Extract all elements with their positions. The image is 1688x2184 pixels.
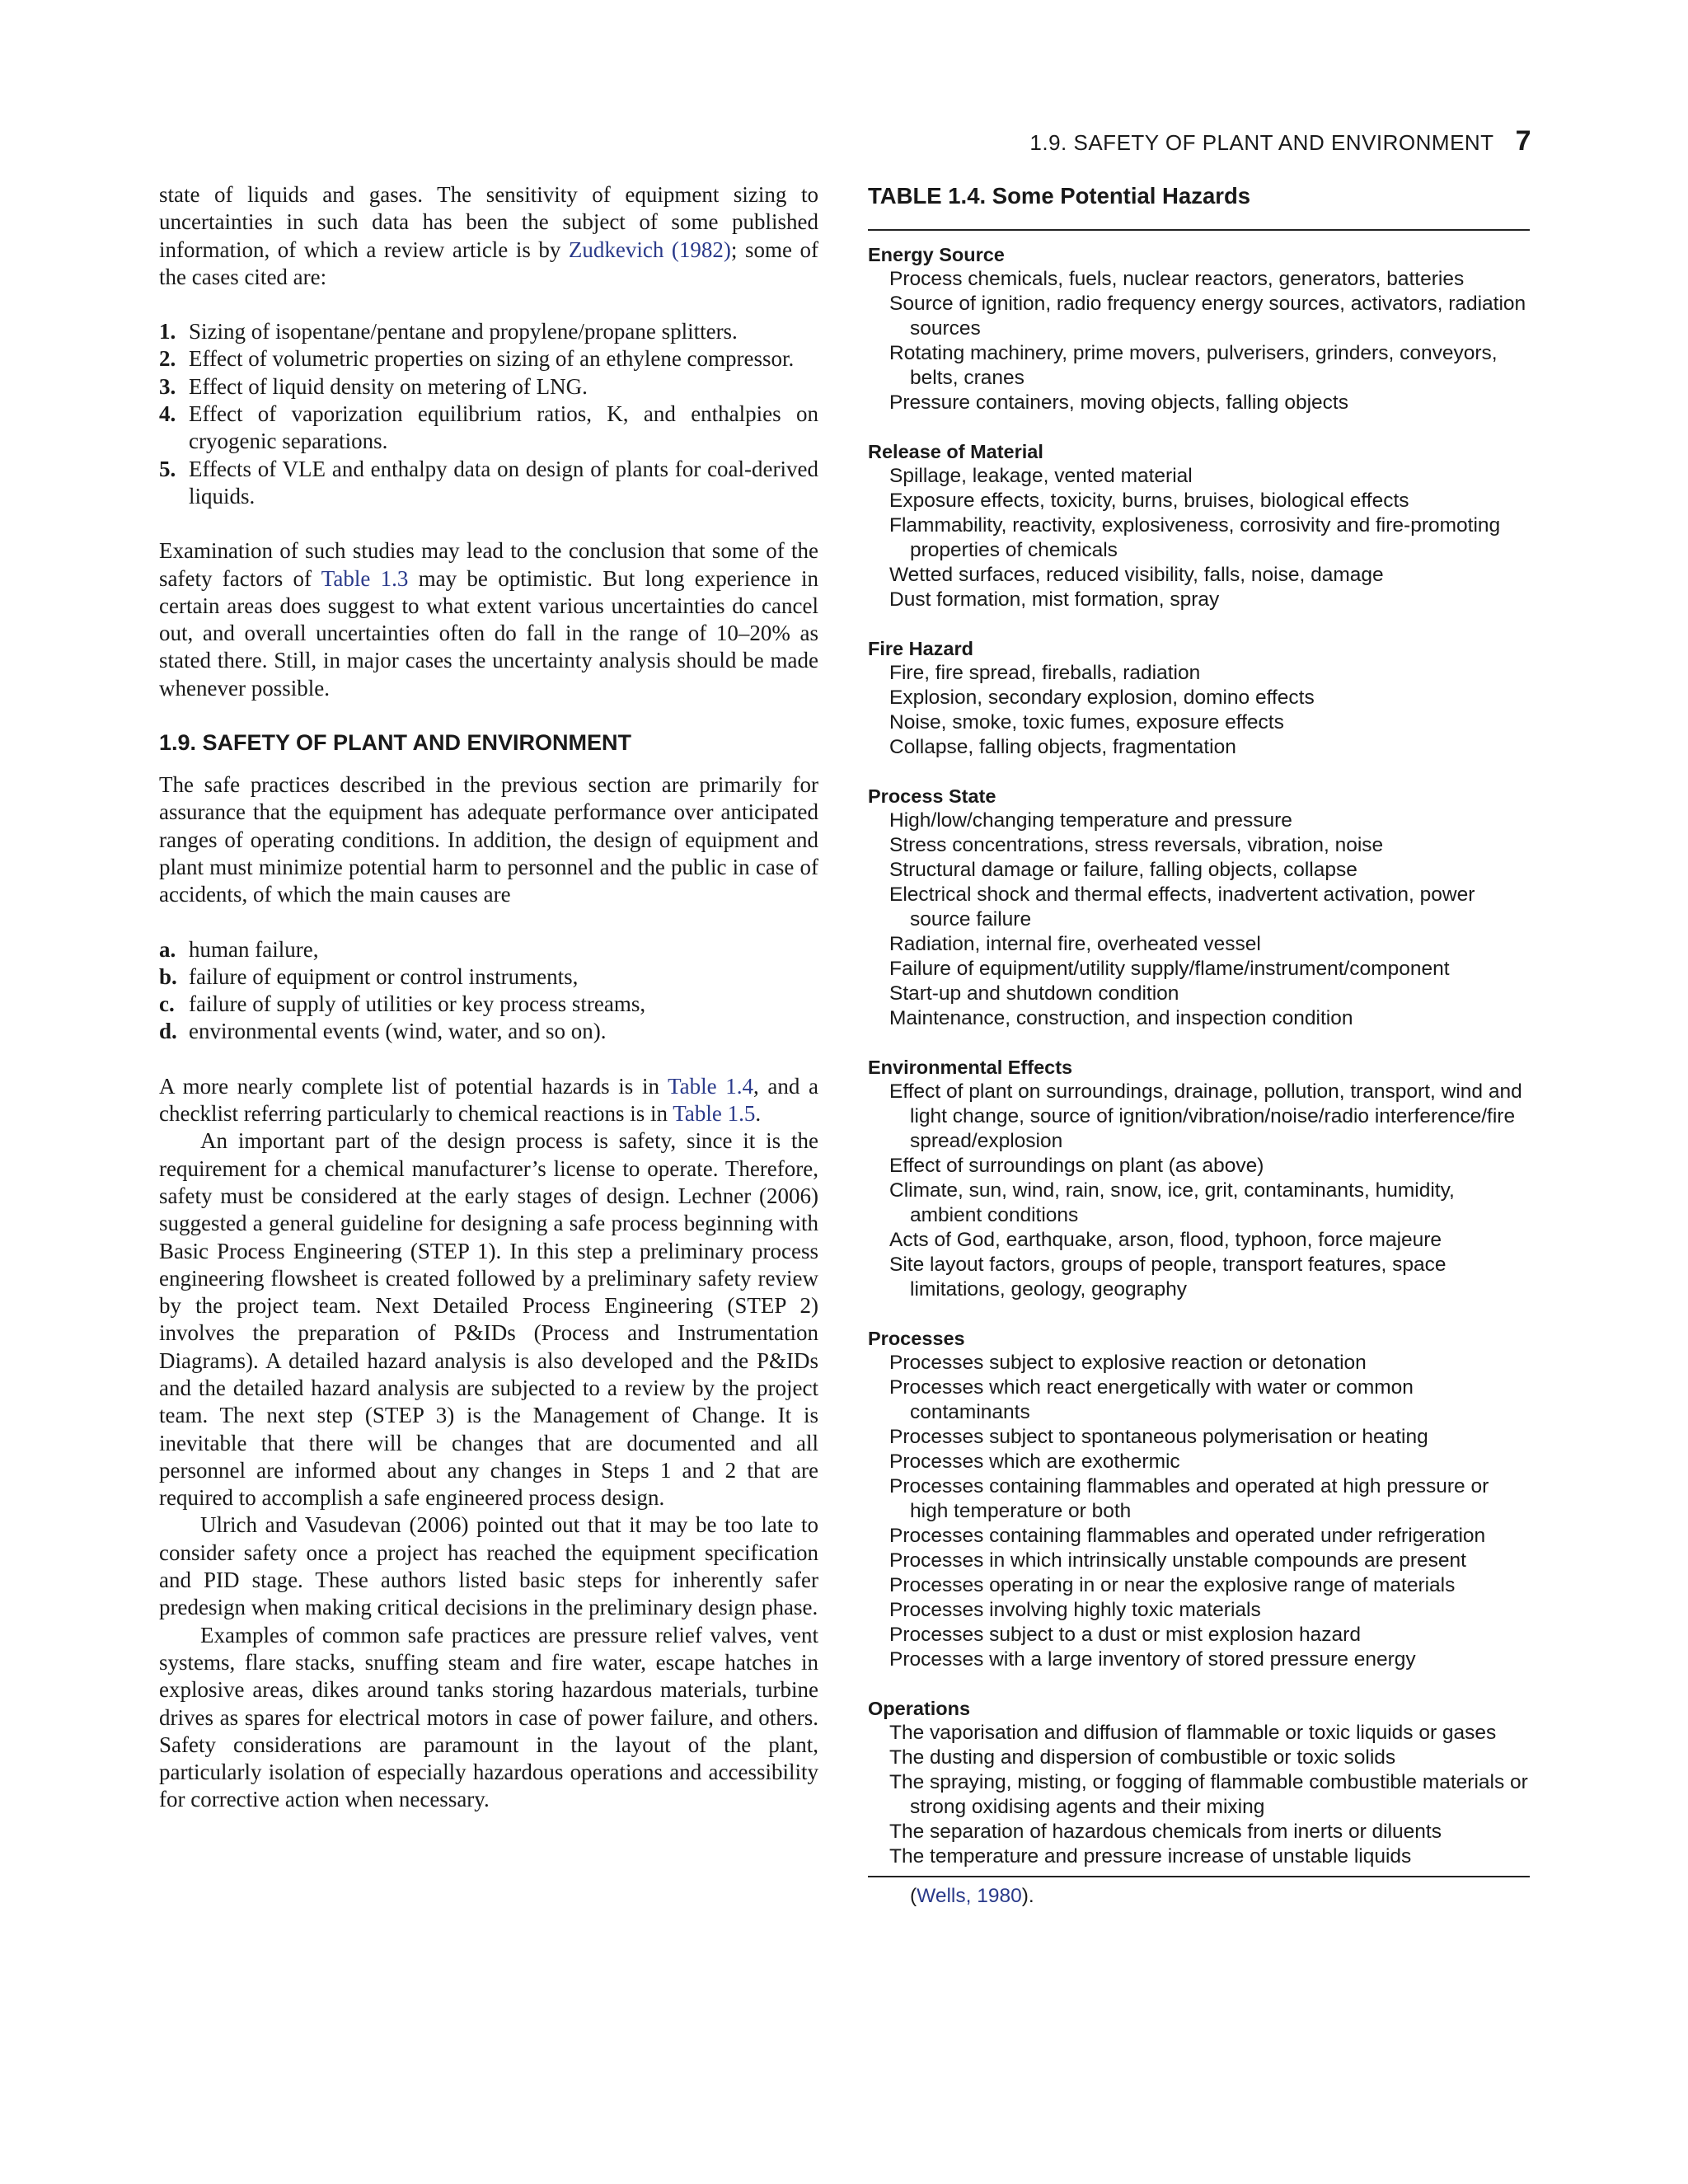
list-text: human failure, [189, 936, 319, 962]
list-item [159, 936, 818, 963]
paragraph-intro: state of liquids and gases. The sensitivity of equipment sizing to uncertainties in such data has been the subject of some published information, of which a review article is by Zudkevich (1982); some of the cases cited are: [159, 182, 818, 289]
hazard-item: Flammability, reactivity, explosiveness, corrosivity and fire-promoting properties of chemicals [889, 514, 1501, 561]
hazard-item: Wetted surfaces, reduced visibility, falls, noise, damage [889, 564, 1384, 586]
list-text: Effect of liquid density on metering of LNG. [189, 373, 588, 399]
hazards-table [868, 181, 1530, 1909]
accident-causes-list [159, 936, 818, 1046]
hazard-group [868, 784, 1530, 1031]
left-column [159, 181, 818, 1814]
hazard-item: Start-up and shutdown condition [889, 982, 1179, 1005]
hazard-group-heading: Release of Material [868, 441, 1043, 462]
list-item [159, 345, 818, 373]
hazard-item: Structural damage or failure, falling objects, collapse [889, 859, 1357, 881]
table-top-rule [868, 229, 1530, 231]
list-item [159, 401, 818, 456]
list-marker: 5. [159, 456, 176, 481]
numbered-case-list [159, 318, 818, 510]
hazard-item: Source of ignition, radio frequency energy sources, activators, radiation sources [889, 293, 1526, 340]
hazard-item: Processes containing flammables and operated at high pressure or high temperature or both [889, 1475, 1489, 1522]
hazard-group-heading: Process State [868, 785, 996, 807]
hazard-item: Failure of equipment/utility supply/flame/instrument/component [889, 958, 1450, 980]
hazard-item: Maintenance, construction, and inspection condition [889, 1007, 1353, 1029]
list-marker: a. [159, 936, 176, 962]
hazard-item: High/low/changing temperature and pressure [889, 809, 1292, 832]
hazard-group-heading: Operations [868, 1698, 971, 1719]
hazard-item: The separation of hazardous chemicals from inerts or diluents [889, 1821, 1442, 1843]
hazard-group-heading: Environmental Effects [868, 1057, 1073, 1078]
paragraph-design-process: An important part of the design process is safety, since it is the requirement for a chemical manufacturer’s license to operate. Therefore, safety must be considered at the early stages of design. Lechner (2006) suggested a general guideline for designing a safe process beginning with Basic Process Engineering (STEP 1). In this step a preliminary process engineering flowsheet is created followed by a preliminary safety review by the project team. Next Detailed Process Engineering (STEP 2) involves the preparation of P&IDs (Process and Instrumentation Diagrams). A detailed hazard analysis is also developed and the P&IDs and the detailed hazard analysis are subjected to a review by the project team. The next step (STEP 3) is the Management of Change. It is inevitable that there will be changes that are documented and all personnel are informed about any changes in Steps 1 and 2 that are required to accomplish a safe engineered process design. [159, 1128, 818, 1511]
list-text: failure of supply of utilities or key process streams, [189, 991, 646, 1017]
hazard-item: The spraying, misting, or fogging of flammable combustible materials or strong oxidising agents and their mixing [889, 1771, 1528, 1818]
hazard-item: Spillage, leakage, vented material [889, 465, 1193, 487]
hazard-item: Rotating machinery, prime movers, pulverisers, grinders, conveyors, belts, cranes [889, 342, 1498, 389]
list-marker: 3. [159, 373, 176, 399]
hazard-item: Processes containing flammables and operated under refrigeration [889, 1525, 1486, 1547]
list-text: Effect of volumetric properties on sizing of an ethylene compressor. [189, 346, 795, 372]
citation-link-wells[interactable]: Wells, 1980 [917, 1885, 1022, 1907]
hazard-group [868, 1696, 1530, 1869]
list-marker: 2. [159, 346, 176, 372]
paragraph-examination: Examination of such studies may lead to the conclusion that some of the safety factors of Table 1.3 may be optimistic. But long experience in certain areas does suggest to what extent various uncertainties do cancel out, and overall uncertainties often do fall in the range of 10–20% as stated there. Still, in major cases the uncertainty analysis should be made whenever possible. [159, 538, 818, 701]
header-section-title: 1.9. SAFETY OF PLANT AND ENVIRONMENT [1029, 130, 1494, 155]
table-groups [868, 242, 1530, 1869]
hazard-item: Processes subject to spontaneous polymerisation or heating [889, 1426, 1428, 1448]
list-item [159, 963, 818, 991]
paragraph-safe-practices: The safe practices described in the previous section are primarily for assurance that the equipment has adequate performance over anticipated ranges of operating conditions. In addition, the design of equipment and plant must minimize potential harm to personnel and the public in case of accidents, of which the main causes are [159, 772, 818, 907]
hazard-item: Noise, smoke, toxic fumes, exposure effects [889, 711, 1284, 733]
hazard-group-heading: Fire Hazard [868, 638, 973, 659]
paragraph-ulrich: Ulrich and Vasudevan (2006) pointed out that it may be too late to consider safety once a project has reached the equipment specification and PID stage. These authors listed basic steps for inherently safer predesign when making critical decisions in the preliminary design phase. [159, 1512, 818, 1620]
hazard-item: Processes subject to explosive reaction or detonation [889, 1352, 1367, 1374]
hazard-item: Processes which are exothermic [889, 1451, 1180, 1473]
hazard-item: Explosion, secondary explosion, domino effects [889, 687, 1315, 709]
hazard-item: Exposure effects, toxicity, burns, bruises, biological effects [889, 490, 1409, 512]
list-marker: b. [159, 963, 177, 989]
hazard-item: Processes subject to a dust or mist explosion hazard [889, 1624, 1361, 1646]
list-item [159, 1018, 818, 1045]
list-marker: 1. [159, 319, 176, 344]
list-item [159, 991, 818, 1018]
list-text: environmental events (wind, water, and so on). [189, 1019, 607, 1044]
table-link-1-4[interactable]: Table 1.4 [668, 1073, 754, 1099]
hazard-item: The vaporisation and diffusion of flammable or toxic liquids or gases [889, 1722, 1497, 1744]
hazard-item: Stress concentrations, stress reversals, vibration, noise [889, 834, 1384, 856]
hazard-item: Acts of God, earthquake, arson, flood, typhoon, force majeure [889, 1229, 1442, 1251]
table-title: TABLE 1.4. Some Potential Hazards [868, 183, 1251, 209]
paragraph-examples: Examples of common safe practices are pressure relief valves, vent systems, flare stacks, snuffing steam and fire water, escape hatches in explosive areas, dikes around tanks storing hazardous materials, turbine drives as spares for electrical motors in case of power failure, and others. Safety considerations are paramount in the layout of the plant, particularly isolation of especially hazardous operations and accessibility for corrective action when necessary. [159, 1622, 818, 1812]
hazard-item: Processes operating in or near the explosive range of materials [889, 1574, 1456, 1596]
hazard-item: The dusting and dispersion of combustible or toxic solids [889, 1746, 1396, 1769]
paragraph-hazard-list: A more nearly complete list of potential hazards is in Table 1.4, and a checklist referring particularly to chemical reactions is in Table 1.5. [159, 1073, 818, 1127]
list-marker: c. [159, 991, 175, 1017]
hazard-group-heading: Energy Source [868, 244, 1005, 265]
hazard-item: Pressure containers, moving objects, falling objects [889, 391, 1348, 414]
hazard-item: Processes which react energetically with water or common contaminants [889, 1376, 1414, 1423]
hazard-group-heading: Processes [868, 1328, 965, 1349]
hazard-group [868, 1326, 1530, 1672]
running-header [1029, 125, 1531, 157]
hazard-item: Climate, sun, wind, rain, snow, ice, grit, contaminants, humidity, ambient conditions [889, 1179, 1455, 1226]
list-marker: d. [159, 1019, 177, 1044]
hazard-group [868, 1055, 1530, 1302]
hazard-item: Electrical shock and thermal effects, inadvertent activation, power source failure [889, 883, 1475, 930]
hazard-item: Effect of plant on surroundings, drainage, pollution, transport, wind and light change, source of ignition/vibration/noise/radio interference/fire spread/explosion [889, 1080, 1522, 1152]
list-text: Effect of vaporization equilibrium ratios, K, and enthalpies on cryogenic separations. [189, 401, 818, 454]
citation-link-zudkevich[interactable]: Zudkevich (1982) [568, 237, 731, 262]
list-item [159, 456, 818, 511]
section-heading: 1.9. SAFETY OF PLANT AND ENVIRONMENT [159, 730, 632, 756]
hazard-item: Collapse, falling objects, fragmentation [889, 736, 1236, 758]
list-text: Effects of VLE and enthalpy data on design of plants for coal-derived liquids. [189, 456, 818, 509]
table-source: (Wells, 1980). [910, 1885, 1034, 1907]
list-marker: 4. [159, 401, 176, 427]
list-item [159, 318, 818, 345]
list-item [159, 373, 818, 401]
hazard-item: Processes in which intrinsically unstable compounds are present [889, 1549, 1466, 1572]
hazard-group [868, 439, 1530, 612]
hazard-item: Process chemicals, fuels, nuclear reactors, generators, batteries [889, 268, 1465, 290]
page-number: 7 [1515, 125, 1531, 157]
hazard-item: Processes involving highly toxic materials [889, 1599, 1261, 1621]
hazard-item: Processes with a large inventory of stored pressure energy [889, 1648, 1416, 1671]
hazard-item: Site layout factors, groups of people, transport features, space limitations, geology, geography [889, 1254, 1447, 1301]
table-link-1-3[interactable]: Table 1.3 [321, 565, 409, 591]
list-text: failure of equipment or control instruments, [189, 963, 579, 989]
table-link-1-5[interactable]: Table 1.5 [673, 1101, 756, 1127]
hazard-item: Radiation, internal fire, overheated vessel [889, 933, 1261, 955]
table-bottom-rule [868, 1876, 1530, 1877]
hazard-item: Effect of surroundings on plant (as above) [889, 1155, 1264, 1177]
hazard-item: The temperature and pressure increase of unstable liquids [889, 1845, 1412, 1868]
hazard-group [868, 636, 1530, 760]
list-text: Sizing of isopentane/pentane and propylene/propane splitters. [189, 319, 738, 344]
hazard-group [868, 242, 1530, 415]
hazard-item: Dust formation, mist formation, spray [889, 588, 1220, 611]
hazard-item: Fire, fire spread, fireballs, radiation [889, 662, 1201, 684]
